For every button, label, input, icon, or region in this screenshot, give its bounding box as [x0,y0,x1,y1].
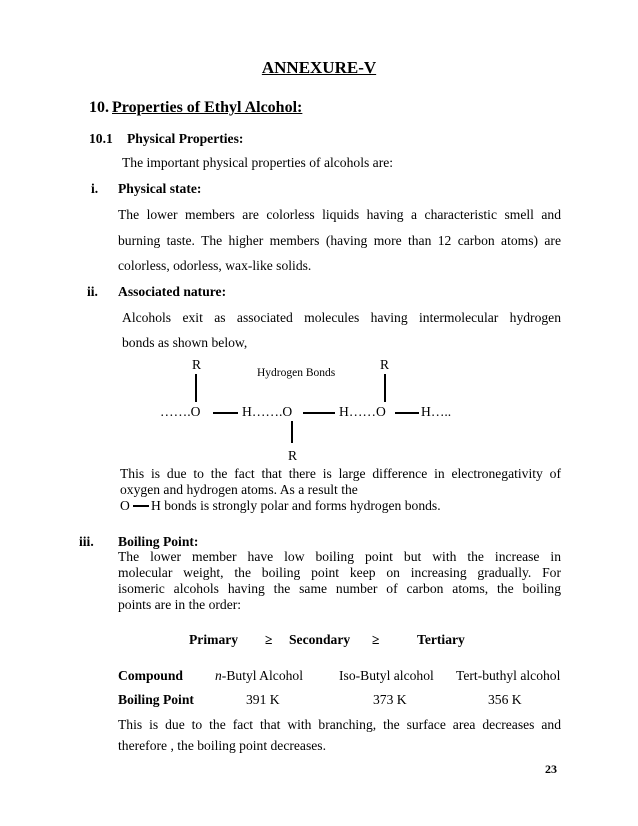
paragraph-line: The lower members are colorless liquids having a characteristic smell and [118,207,561,222]
table-cell: 356 K [488,692,522,707]
chain-segment: …….O [160,404,201,419]
paragraph-line: This is due to the fact that there is large difference in electronegativity of [120,466,561,481]
chain-segment: H….. [421,404,452,419]
bond-horizontal [395,412,419,414]
paragraph-line: oxygen and hydrogen atoms. As a result the [120,482,358,497]
paragraph-line: isomeric alcohols having the same number of carbon atoms, the boiling [118,581,561,596]
paragraph-line: bonds as shown below, [122,335,248,350]
bond-vertical-left [195,374,197,402]
paragraph-line: The lower member have low boiling point but with the increase in [118,549,561,564]
o-atom-label: O [120,498,130,513]
item-number: iii. [79,534,94,549]
order-ge-symbol: ≥ [265,632,273,647]
subsection-title: Physical Properties: [127,131,244,146]
paragraph-line: burning taste. The higher members (having more than 12 carbon atoms) are [118,233,561,248]
table-cell: Tert-buthyl alcohol [456,668,561,683]
paragraph-line: H bonds is strongly polar and forms hydrogen bonds. [151,498,441,513]
subsection-intro: The important physical properties of alcohols are: [122,155,394,170]
page-number: 23 [545,762,557,776]
table-cell: n-Butyl Alcohol [215,668,303,683]
table-cell: 391 K [246,692,280,707]
bond-horizontal [303,412,335,414]
order-secondary: Secondary [289,632,351,647]
order-primary: Primary [189,632,239,647]
item-number: ii. [87,284,98,299]
table-cell: Boiling Point [118,692,194,707]
r-group-right: R [380,357,390,372]
page-title: ANNEXURE-V [261,58,377,77]
section-heading [89,99,302,117]
item-heading: Physical state: [118,181,202,196]
paragraph-line: points are in the order: [118,597,242,612]
order-ge-symbol: ≥ [372,632,380,647]
r-group-bottom: R [288,448,298,463]
order-tertiary: Tertiary [417,632,465,647]
r-group-left: R [192,357,202,372]
subsection-number: 10.1 [89,131,113,146]
bond-horizontal [213,412,238,414]
item-heading: Boiling Point: [118,534,199,549]
hydrogen-bonds-label: Hydrogen Bonds [257,367,336,379]
table-cell: Compound [118,668,183,683]
item-heading: Associated nature: [118,284,227,299]
bond-vertical-bottom [291,421,293,443]
chain-segment: H……O [339,404,386,419]
chain-segment: H…….O [242,404,293,419]
paragraph-line: Alcohols exit as associated molecules having intermolecular hydrogen [122,310,561,325]
section-title: Properties of Ethyl Alcohol: [112,99,303,116]
paragraph-line: molecular weight, the boiling point keep on increasing gradually. For [118,565,561,580]
table-cell: 373 K [373,692,407,707]
table-cell: Iso-Butyl alcohol [339,668,434,683]
section-number: 10. [89,99,109,116]
paragraph-line: therefore , the boiling point decreases. [118,738,326,753]
paragraph-line: colorless, odorless, wax-like solids. [118,258,312,273]
o-h-bond [133,505,149,507]
item-number: i. [91,181,99,196]
bond-vertical-right [384,374,386,402]
paragraph-line: This is due to the fact that with branching, the surface area decreases and [118,717,561,732]
